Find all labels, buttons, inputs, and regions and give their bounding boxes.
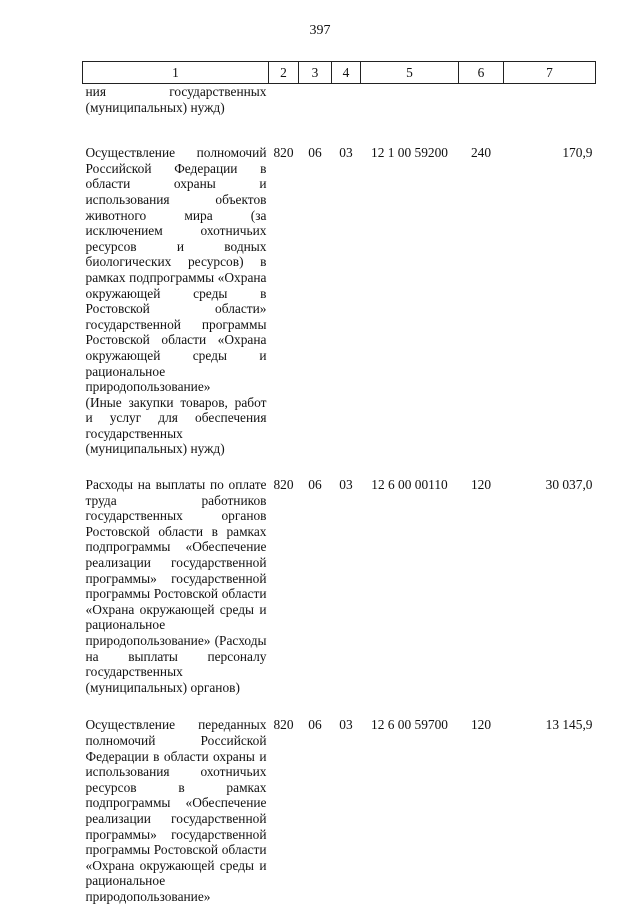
column-header: 5 xyxy=(361,62,459,84)
chapter-code: 820 xyxy=(273,145,294,161)
expense-type-code: 120 xyxy=(470,477,492,493)
description-paragraph: Расходы на выплаты по оплате труда работников государственных органов Ростовской области в рамках подпрограммы «Обеспечение реализации государственной программы» государственной программы Ростовской области «Охрана окружающей среды и рациональное природопользование» (Расходы на выплаты персоналу государственных (муниципальных) органов) xyxy=(85,477,267,695)
description-paragraph: Осуществление переданных полномочий Российской Федерации в области охраны и использования охотничьих ресурсов в рамках подпрограммы «Обеспечение реализации государственной программы» государственной программы Ростовской области «Охрана окружающей среды и рациональное природопользование» xyxy=(85,717,267,904)
description-paragraph: ния государственных (муниципальных) нужд) xyxy=(85,84,267,115)
target-article-code xyxy=(361,84,459,127)
column-header: 7 xyxy=(504,62,596,84)
subsection-code: 03 xyxy=(339,717,353,733)
section-code: 06 xyxy=(308,477,322,493)
amount-value xyxy=(504,84,596,127)
subsection-code: 03 xyxy=(339,477,353,493)
column-header: 6 xyxy=(459,62,504,84)
table-body xyxy=(83,84,596,916)
description-paragraph: Осуществление полномочий Российской Федерации в области охраны и использования объектов животного мира (за исключением охотничьих ресурсов и водных биологических ресурсов) в рамках подпрограммы «Охрана окружающей среды в Ростовской области» государственной программы Ростовской области «Охрана окружающей среды и рациональное природопользование» xyxy=(85,145,267,395)
section-code: 06 xyxy=(308,717,322,733)
column-header: 4 xyxy=(332,62,361,84)
chapter-code: 820 xyxy=(273,477,294,493)
table-row xyxy=(83,126,596,468)
description-paragraph: (Иные закупки товаров, работ и услуг для обеспечения государственных (муниципальных) нужд) xyxy=(85,394,267,457)
column-header: 2 xyxy=(269,62,299,84)
target-article-code: 12 1 00 59200 xyxy=(371,145,448,161)
row-description xyxy=(83,468,269,706)
budget-table xyxy=(82,61,596,916)
column-header: 3 xyxy=(299,62,332,84)
target-article-code: 12 6 00 00110 xyxy=(371,477,448,493)
target-article-code: 12 6 00 59700 xyxy=(371,717,448,733)
section-code: 06 xyxy=(308,145,322,161)
expense-type-code: 120 xyxy=(470,717,492,733)
table-row xyxy=(83,468,596,706)
table-row xyxy=(83,706,596,915)
amount-value: 170,9 xyxy=(562,145,593,161)
subsection-code xyxy=(332,84,361,127)
chapter-code: 820 xyxy=(273,717,294,733)
row-description xyxy=(83,126,269,468)
subsection-code: 03 xyxy=(339,145,353,161)
amount-value: 30 037,0 xyxy=(545,477,593,493)
row-description xyxy=(83,706,269,915)
expense-type-code: 240 xyxy=(470,145,492,161)
column-header: 1 xyxy=(83,62,269,84)
page-number: 397 xyxy=(309,23,331,38)
chapter-code xyxy=(269,84,299,127)
table-header-row xyxy=(83,62,596,84)
table-row xyxy=(83,84,596,127)
amount-value: 13 145,9 xyxy=(545,717,593,733)
expense-type-code xyxy=(459,84,504,127)
row-description xyxy=(83,84,269,127)
section-code xyxy=(299,84,332,127)
